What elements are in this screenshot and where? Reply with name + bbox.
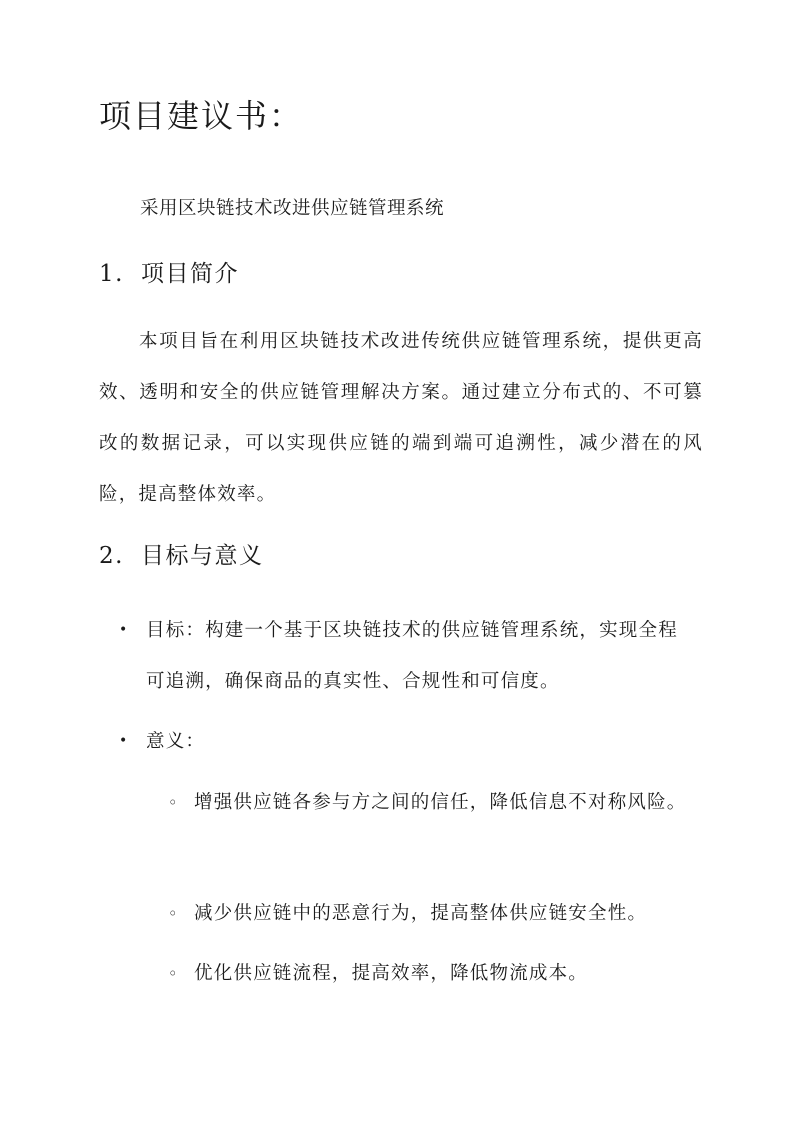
sub-list-item [168,948,698,999]
bullet-icon: • [119,622,129,638]
section-title: 项目简介 [141,261,239,287]
circle-bullet-icon: ◦ [168,793,179,812]
circle-bullet-icon: ◦ [168,904,179,923]
list-item-text: 意义： [146,731,206,752]
document-title: 项目建议书： [99,97,304,135]
sub-list-item-text: 优化供应链流程，提高效率，降低物流成本。 [194,963,589,984]
list-item-text: 目标：构建一个基于区块链技术的供应链管理系统，实现全程可追溯，确保商品的真实性、合规性和可信度。 [146,620,678,692]
sub-list-item-text: 减少供应链中的恶意行为，提高整体供应链安全性。 [194,903,648,924]
section-heading-intro [99,258,239,290]
document-subtitle: 采用区块链技术改进供应链管理系统 [140,198,445,219]
sub-list-item-text: 增强供应链各参与方之间的信任，降低信息不对称风险。 [194,792,687,813]
section-heading-goals [99,540,264,572]
list-item-significance [119,716,689,767]
bullet-icon: • [119,733,129,749]
sub-list-item [168,888,698,939]
sub-list-item [168,777,698,828]
circle-bullet-icon: ◦ [168,964,179,983]
intro-paragraph: 本项目旨在利用区块链技术改进传统供应链管理系统，提供更高效、透明和安全的供应链管理解决方案。通过建立分布式的、不可篡改的数据记录，可以实现供应链的端到端可追溯性，减少潜在的风险，提高整体效率。 [99,331,703,505]
section-number: 2. [99,543,124,569]
list-item-goal [119,605,689,707]
section-number: 1. [99,261,124,287]
section-title: 目标与意义 [141,543,264,569]
